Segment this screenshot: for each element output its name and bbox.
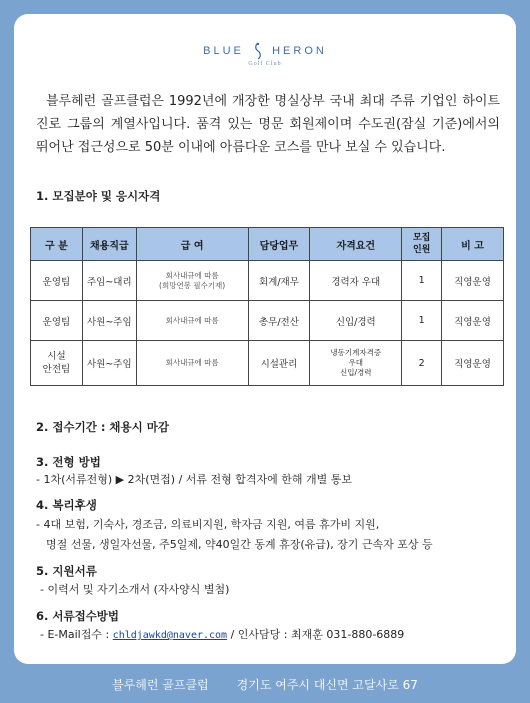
cell-salary <box>136 301 248 341</box>
cell-requirement-line: 냉동기계자격증 <box>330 348 382 357</box>
col-header-requirements: 자격요건 <box>310 228 402 261</box>
cell-requirements: 신입/경력 <box>310 301 402 341</box>
cell-requirements: 경력자 우대 <box>310 261 402 301</box>
email-link[interactable]: chldjawkd@naver.com <box>112 630 228 641</box>
cell-salary-text: 회사내규에 따름 <box>165 270 219 280</box>
cell-count: 1 <box>402 261 442 301</box>
col-header-salary: 급 여 <box>136 228 248 261</box>
section-4-text-2: 명절 선물, 생일자선물, 주5일제, 약40일간 동계 휴장(유급), 장기 근속자 포상 등 <box>46 538 433 551</box>
cell-duty: 시설관리 <box>248 341 310 386</box>
cell-rank: 사원~주임 <box>82 341 136 386</box>
cell-requirements <box>310 341 402 386</box>
cell-division: 시설 안전팀 <box>31 341 83 386</box>
footer-address: 경기도 여주시 대신면 고달사로 67 <box>236 678 418 692</box>
document-card <box>14 14 516 664</box>
cell-note: 직영운영 <box>442 301 504 341</box>
section-3-text: - 1차(서류전형) ▶ 2차(면접) / 서류 전형 합격자에 한해 개별 통보 <box>36 473 353 486</box>
cell-duty: 총무/전산 <box>248 301 310 341</box>
table-header-row <box>31 228 504 261</box>
cell-rank: 사원~주임 <box>82 301 136 341</box>
section-4-title: 4. 복리후생 <box>36 498 97 512</box>
table-row <box>31 261 504 301</box>
cell-rank: 주임~대리 <box>82 261 136 301</box>
cell-duty: 회계/재무 <box>248 261 310 301</box>
cell-salary-text: 회사내규에 따름 <box>165 315 219 325</box>
heron-icon <box>251 42 265 60</box>
logo-word-right: HERON <box>272 44 327 57</box>
intro-text: 블루헤런 골프클럽은 1992년에 개장한 명실상부 국내 최대 주류 기업인 하이트진로 그룹의 계열사입니다. 품격 있는 명문 회원제이며 수도권(잠실 기준)에서의 뛰어난 접근성으로 50분 이내에 아름다운 코스를 만나 보실 수 있습니다. <box>36 94 500 155</box>
cell-salary <box>136 341 248 386</box>
cell-note: 직영운영 <box>442 261 504 301</box>
cell-salary <box>136 261 248 301</box>
cell-salary-text: 회사내규에 따름 <box>165 358 219 367</box>
recruit-table <box>30 227 504 386</box>
section-3-title: 3. 전형 방법 <box>36 455 101 469</box>
section-6-text <box>40 626 404 642</box>
section-2-title: 2. 접수기간 : 채용시 마감 <box>36 420 169 434</box>
col-header-note: 비 고 <box>442 228 504 261</box>
intro-paragraph <box>36 90 500 159</box>
cell-note: 직영운영 <box>442 341 504 386</box>
cell-division: 운영팀 <box>31 261 83 301</box>
footer <box>0 676 530 693</box>
logo-subtitle: Golf Club <box>248 60 282 67</box>
cell-count: 1 <box>402 301 442 341</box>
cell-requirement-line: 신입/경력 <box>340 368 372 377</box>
section-5-title: 5. 지원서류 <box>36 564 97 578</box>
cell-division: 운영팀 <box>31 301 83 341</box>
footer-club-name: 블루헤런 골프클럽 <box>112 678 209 692</box>
col-header-duty: 담당업무 <box>248 228 310 261</box>
section-5-text: - 이력서 및 자기소개서 (자사양식 별첨) <box>40 583 230 596</box>
email-label: - E-Mail접수 : <box>40 628 113 641</box>
col-header-count: 모집 인원 <box>402 228 442 261</box>
section-1-title: 1. 모집분야 및 응시자격 <box>36 189 161 203</box>
col-header-division: 구 분 <box>31 228 83 261</box>
logo-word-left: BLUE <box>203 44 244 57</box>
table-row <box>31 301 504 341</box>
section-4-text-1: - 4대 보험, 기숙사, 경조금, 의료비지원, 학자금 지원, 여름 휴가비 지원, <box>36 518 380 531</box>
cell-count: 2 <box>402 341 442 386</box>
table-row <box>31 341 504 386</box>
section-6-title: 6. 서류접수방법 <box>36 609 120 623</box>
blue-heron-logo <box>14 40 516 67</box>
cell-requirement-line: 우대 <box>348 358 364 367</box>
col-header-rank: 채용직급 <box>82 228 136 261</box>
cell-salary-note: (희망연봉 필수기재) <box>159 280 226 290</box>
contact-text: / 인사담당 : 최재훈 031-880-6889 <box>227 628 405 641</box>
